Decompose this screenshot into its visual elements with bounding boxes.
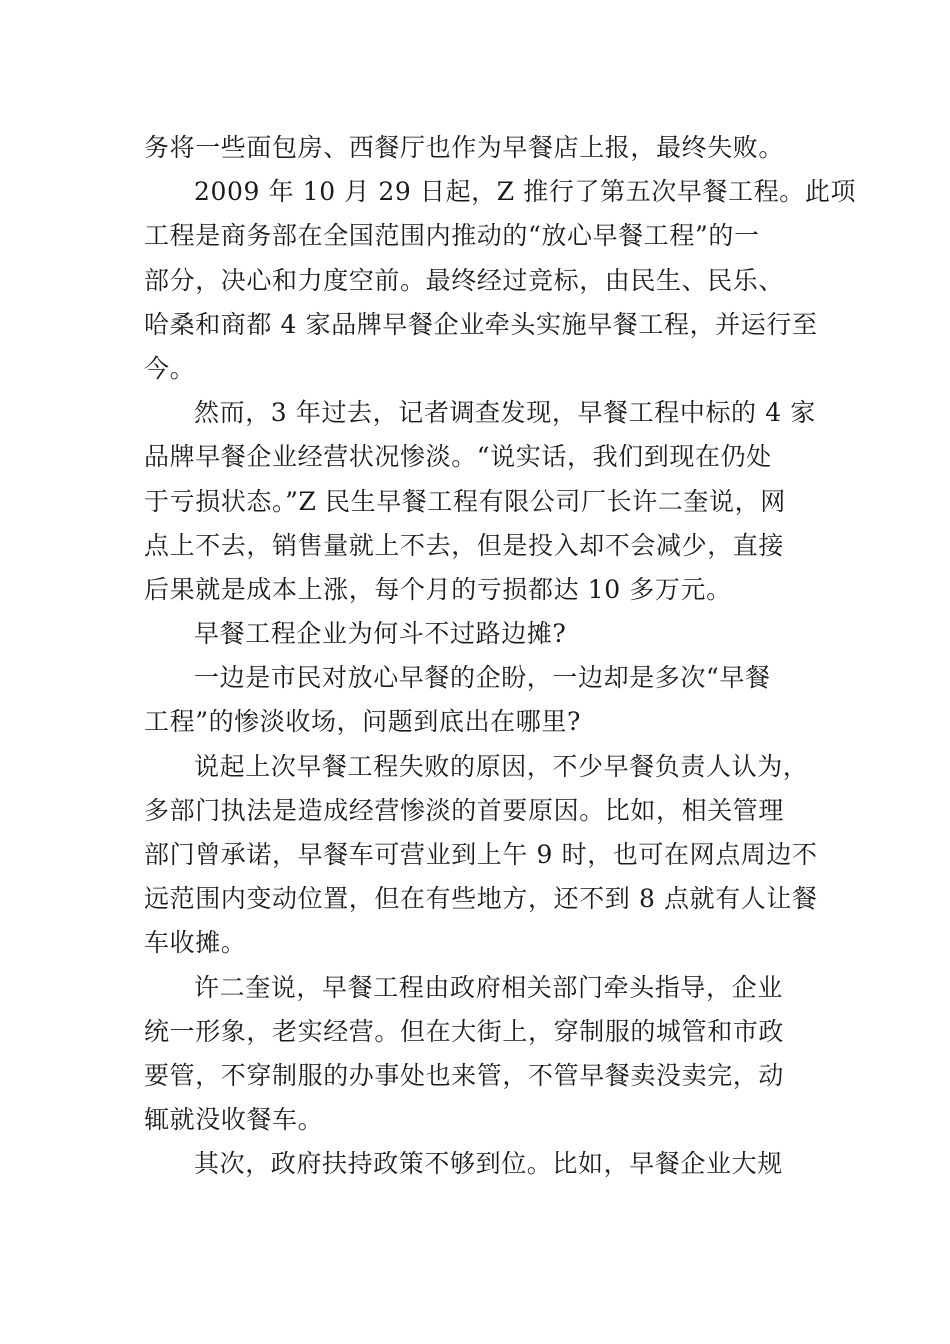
- text-line: 部门曾承诺，早餐车可营业到上午 9 时，也可在网点周边不: [144, 840, 818, 869]
- text-line: 工程是商务部在全国范围内推动的“放心早餐工程”的一: [144, 221, 760, 251]
- text-line: 许二奎说，早餐工程由政府相关部门牵头指导，企业: [194, 972, 783, 1002]
- text-line: 哈桑和商都 4 家品牌早餐企业牵头实施早餐工程，并运行至: [144, 309, 818, 339]
- text-line: 点上不去，销售量就上不去，但是投入却不会减少，直接: [144, 530, 785, 560]
- text-line: 说起上次早餐工程失败的原因，不少早餐负责人认为，: [194, 751, 809, 781]
- text-line: 今。: [144, 353, 196, 383]
- text-line: 工程”的惨淡收场，问题到底出在哪里?: [144, 707, 581, 737]
- text-line: 辄就没收餐车。: [144, 1105, 324, 1135]
- text-line: 多部门执法是造成经营惨淡的首要原因。比如，相关管理: [144, 795, 785, 825]
- text-line: 部分，决心和力度空前。最终经过竞标，由民生、民乐、: [144, 265, 785, 295]
- text-line: 然而，3 年过去，记者调查发现，早餐工程中标的 4 家: [194, 398, 816, 428]
- text-line: 早餐工程企业为何斗不过路边摊?: [194, 619, 567, 649]
- text-line: 统一形象，老实经营。但在大街上，穿制服的城管和市政: [144, 1016, 785, 1046]
- text-line: 后果就是成本上涨，每个月的亏损都达 10 多万元。: [144, 574, 732, 604]
- text-line: 要管，不穿制服的办事处也来管，不管早餐卖没卖完，动: [144, 1060, 785, 1090]
- text-line: 品牌早餐企业经营状况惨淡。“说实话，我们到现在仍处: [144, 442, 772, 472]
- text-line: 2009 年 10 月 29 日起，Z 推行了第五次早餐工程。此项: [194, 177, 857, 207]
- text-line: 一边是市民对放心早餐的企盼，一边却是多次“早餐: [194, 663, 771, 693]
- text-line: 车收摊。: [144, 928, 247, 958]
- text-line: 其次，政府扶持政策不够到位。比如，早餐企业大规: [194, 1149, 783, 1179]
- text-line: 于亏损状态。”Z 民生早餐工程有限公司厂长许二奎说，网: [144, 486, 786, 516]
- text-line: 务将一些面包房、西餐厅也作为早餐店上报，最终失败。: [144, 133, 785, 162]
- article-body: [144, 126, 857, 1187]
- text-line: 远范围内变动位置，但在有些地方，还不到 8 点就有人让餐: [144, 884, 818, 914]
